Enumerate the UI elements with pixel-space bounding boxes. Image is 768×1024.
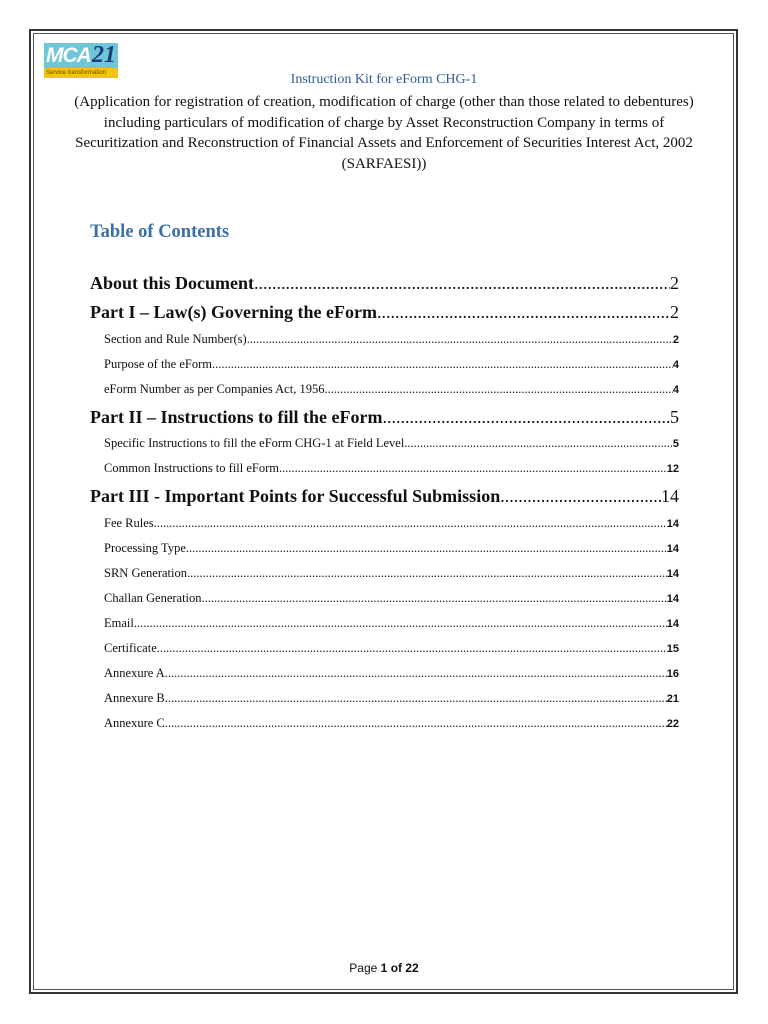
toc-entry-common-instructions[interactable] <box>104 461 679 476</box>
toc-leader <box>500 486 661 507</box>
toc-entry-page: 14 <box>666 568 679 580</box>
toc-entry-label: eForm Number as per Companies Act, 1956 <box>104 382 325 396</box>
toc-entry-page: 4 <box>672 359 679 371</box>
toc-entry-page: 2 <box>670 273 679 293</box>
toc-entry-page: 12 <box>666 463 679 475</box>
toc-entry-page: 14 <box>661 486 679 506</box>
toc-entry-part-1[interactable] <box>90 302 679 323</box>
toc-leader <box>254 273 670 294</box>
toc-entry-label: Annexure A <box>104 666 165 680</box>
toc-leader <box>202 591 667 606</box>
toc-entry-srn-generation[interactable] <box>104 566 679 581</box>
toc-leader <box>165 716 667 731</box>
toc-entry-processing-type[interactable] <box>104 541 679 556</box>
toc-entry-email[interactable] <box>104 616 679 631</box>
toc-entry-label: Processing Type <box>104 541 186 555</box>
toc-entry-label: Fee Rules <box>104 516 154 530</box>
toc-entry-label: Section and Rule Number(s) <box>104 332 247 346</box>
footer-of-word: of <box>390 961 403 975</box>
toc-entry-label: Part II – Instructions to fill the eForm <box>90 407 383 427</box>
toc-entry-part-2[interactable] <box>90 407 679 428</box>
toc-entry-page: 5 <box>672 438 679 450</box>
logo-number-text: 21 <box>92 42 116 68</box>
subtitle-line: (Application for registration of creation, modification of charge (other than those related to debentures) <box>74 94 694 110</box>
toc-entry-label: Annexure B <box>104 691 165 705</box>
logo-tagline: Service transformation <box>46 70 107 76</box>
toc-entry-page: 2 <box>670 302 679 322</box>
toc-entry-section-rule[interactable] <box>104 332 679 347</box>
toc-entry-label: Specific Instructions to fill the eForm CHG-1 at Field Level <box>104 436 405 450</box>
toc-entry-eform-number[interactable] <box>104 382 679 397</box>
toc-entry-certificate[interactable] <box>104 641 679 656</box>
subtitle-line: including particulars of modification of charge by Asset Reconstruction Company in terms of <box>103 114 665 131</box>
toc-entry-label: Certificate <box>104 641 157 655</box>
subtitle-line: (SARFAESI)) <box>341 155 427 172</box>
toc-entry-annexure-c[interactable] <box>104 716 679 731</box>
toc-leader <box>134 616 667 631</box>
toc-entry-label: Annexure C <box>104 716 165 730</box>
toc-entry-label: About this Document <box>90 273 255 293</box>
toc-entry-page: 14 <box>666 543 679 555</box>
toc-entry-page: 5 <box>670 407 679 427</box>
toc-entry-label: Common Instructions to fill eForm <box>104 461 279 475</box>
toc-entry-challan-generation[interactable] <box>104 591 679 606</box>
toc-leader <box>382 407 670 428</box>
footer-current-page: 1 <box>380 961 388 975</box>
toc-entry-label: Challan Generation <box>104 591 202 605</box>
toc-entry-label: Purpose of the eForm <box>104 357 212 371</box>
toc-entry-page: 15 <box>666 643 679 655</box>
toc-leader <box>187 566 667 581</box>
toc-leader <box>404 436 673 451</box>
logo-mca-text: MCA <box>46 44 91 67</box>
toc-leader <box>324 382 672 397</box>
toc-entry-page: 22 <box>666 718 679 730</box>
subtitle-line: Securitization and Reconstruction of Financial Assets and Enforcement of Securities Interest Act, 2002 <box>75 135 693 151</box>
toc-entry-label: SRN Generation <box>104 566 187 580</box>
footer-page-word: Page <box>349 961 378 975</box>
document-subtitle <box>46 92 722 174</box>
toc-entry-label: Email <box>104 616 134 630</box>
toc-entry-annexure-a[interactable] <box>104 666 679 681</box>
toc-entry-page: 14 <box>666 618 679 630</box>
toc-entry-about[interactable] <box>90 273 679 294</box>
toc-entry-page: 14 <box>666 518 679 530</box>
page-footer <box>0 961 768 975</box>
toc-entry-part-3[interactable] <box>90 486 679 507</box>
toc-leader <box>279 461 667 476</box>
toc-leader <box>247 332 673 347</box>
toc-leader <box>212 357 673 372</box>
toc-entry-page: 14 <box>666 593 679 605</box>
document-title: Instruction Kit for eForm CHG-1 <box>290 72 478 87</box>
footer-total-pages: 22 <box>405 961 419 975</box>
toc-entry-purpose[interactable] <box>104 357 679 372</box>
toc-entry-page: 2 <box>672 334 679 346</box>
toc-leader <box>154 516 667 531</box>
toc-entry-fee-rules[interactable] <box>104 516 679 531</box>
toc-entry-label: Part I – Law(s) Governing the eForm <box>90 302 377 322</box>
toc-entry-page: 4 <box>672 384 679 396</box>
toc-entry-label: Part III - Important Points for Successful Submission <box>90 486 501 506</box>
toc-leader <box>165 666 667 681</box>
toc-entry-page: 21 <box>666 693 679 705</box>
toc-leader <box>377 302 670 323</box>
toc-heading: Table of Contents <box>90 222 230 242</box>
toc-leader <box>165 691 667 706</box>
toc-leader <box>186 541 667 556</box>
toc-entry-page: 16 <box>666 668 679 680</box>
toc-entry-specific-instructions[interactable] <box>104 436 679 451</box>
page-border-inner <box>33 33 734 990</box>
toc-leader <box>157 641 667 656</box>
toc-entry-annexure-b[interactable] <box>104 691 679 706</box>
